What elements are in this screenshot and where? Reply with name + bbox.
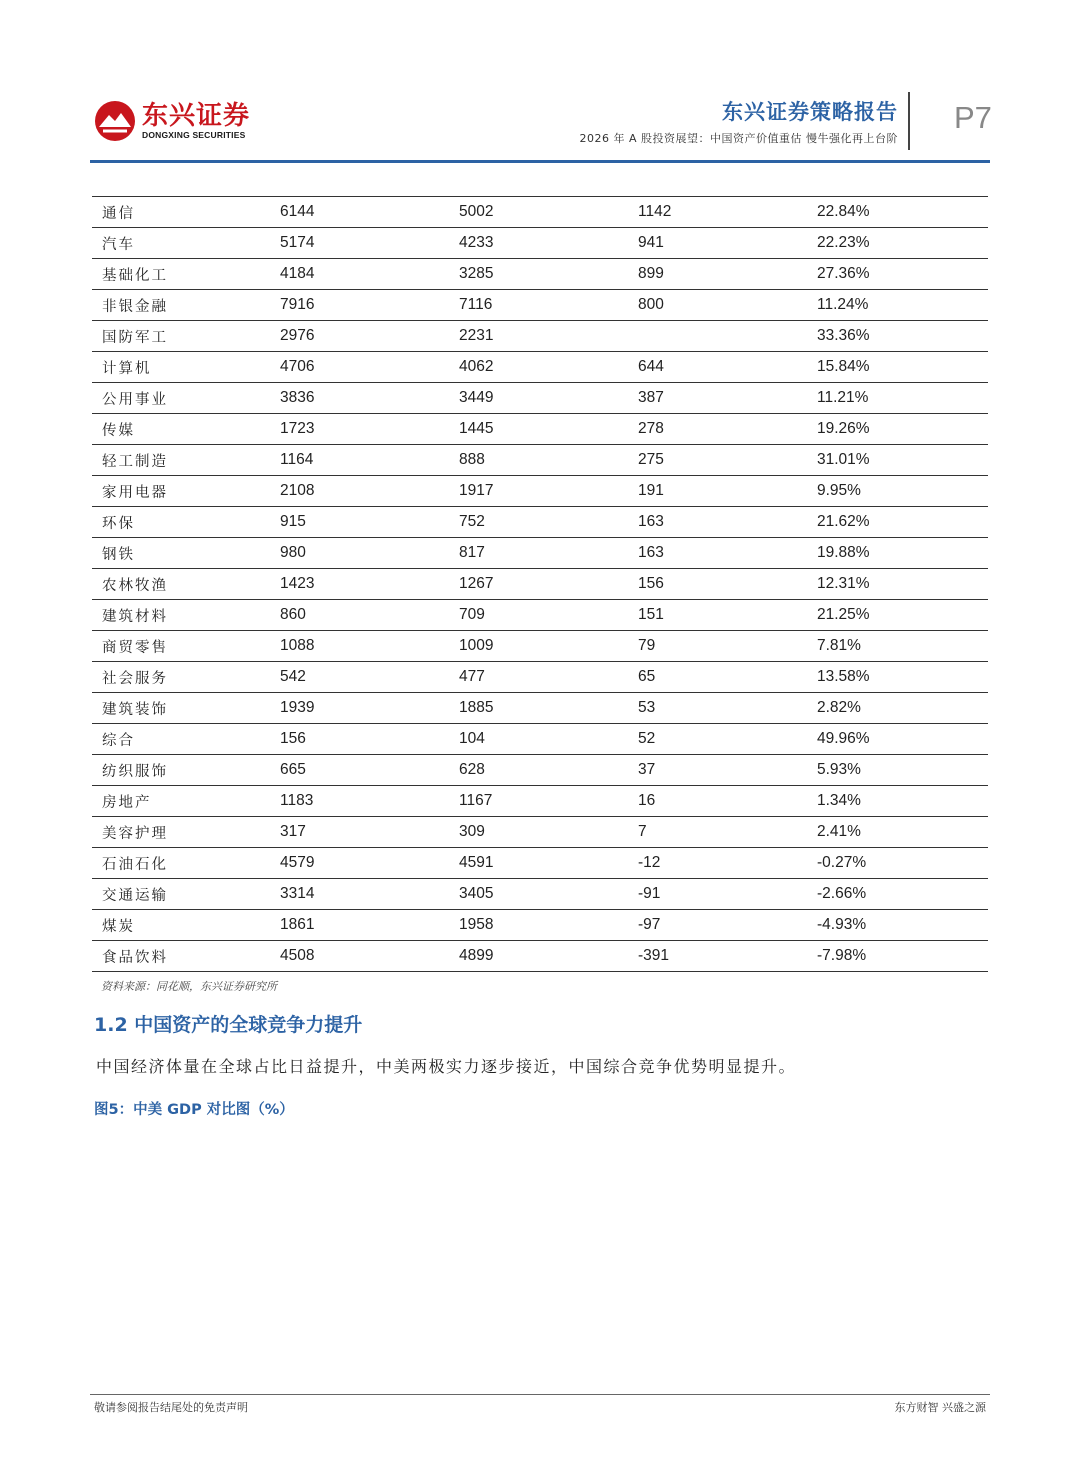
- value-cell: 21.25%: [817, 600, 988, 631]
- industry-name-cell: 农林牧渔: [92, 569, 280, 600]
- value-cell: 941: [638, 228, 817, 259]
- value-cell: 11.24%: [817, 290, 988, 321]
- footer-rule: [90, 1394, 990, 1395]
- value-cell: 1.34%: [817, 786, 988, 817]
- value-cell: 3285: [459, 259, 638, 290]
- industry-name-cell: 钢铁: [92, 538, 280, 569]
- value-cell: 7116: [459, 290, 638, 321]
- value-cell: 79: [638, 631, 817, 662]
- value-cell: 7.81%: [817, 631, 988, 662]
- value-cell: -4.93%: [817, 910, 988, 941]
- value-cell: 22.84%: [817, 197, 988, 228]
- value-cell: 2231: [459, 321, 638, 352]
- industry-name-cell: 通信: [92, 197, 280, 228]
- section-body-text: 中国经济体量在全球占比日益提升，中美两极实力逐步接近，中国综合竞争优势明显提升。: [96, 1057, 797, 1076]
- industry-name-cell: 交通运输: [92, 879, 280, 910]
- value-cell: 19.26%: [817, 414, 988, 445]
- value-cell: 800: [638, 290, 817, 321]
- value-cell: 4233: [459, 228, 638, 259]
- page-header: [0, 0, 1080, 170]
- value-cell: 387: [638, 383, 817, 414]
- value-cell: 6144: [280, 197, 459, 228]
- value-cell: 156: [280, 724, 459, 755]
- value-cell: -7.98%: [817, 941, 988, 972]
- value-cell: 1009: [459, 631, 638, 662]
- value-cell: 628: [459, 755, 638, 786]
- value-cell: 1861: [280, 910, 459, 941]
- value-cell: 1958: [459, 910, 638, 941]
- page-number: P7: [954, 100, 992, 135]
- value-cell: -0.27%: [817, 848, 988, 879]
- value-cell: 21.62%: [817, 507, 988, 538]
- value-cell: 4579: [280, 848, 459, 879]
- industry-name-cell: 纺织服饰: [92, 755, 280, 786]
- industry-name-cell: 食品饮料: [92, 941, 280, 972]
- table-row: [92, 693, 988, 724]
- value-cell: 3836: [280, 383, 459, 414]
- table-row: [92, 941, 988, 972]
- logo-chinese-name: 东兴证券: [142, 101, 251, 131]
- value-cell: 899: [638, 259, 817, 290]
- value-cell: 65: [638, 662, 817, 693]
- figure-caption: 图5：中美 GDP 对比图（%）: [94, 1102, 294, 1118]
- value-cell: 644: [638, 352, 817, 383]
- value-cell: 33.36%: [817, 321, 988, 352]
- industry-name-cell: 商贸零售: [92, 631, 280, 662]
- report-title: 东兴证券策略报告: [722, 100, 898, 124]
- value-cell: 3314: [280, 879, 459, 910]
- value-cell: 4899: [459, 941, 638, 972]
- table-source-note: 资料来源：同花顺，东兴证券研究所: [101, 980, 277, 993]
- value-cell: 7916: [280, 290, 459, 321]
- industry-name-cell: 石油石化: [92, 848, 280, 879]
- value-cell: 1445: [459, 414, 638, 445]
- value-cell: 980: [280, 538, 459, 569]
- value-cell: 2.82%: [817, 693, 988, 724]
- value-cell: -391: [638, 941, 817, 972]
- table-row: [92, 600, 988, 631]
- value-cell: 4062: [459, 352, 638, 383]
- value-cell: 7: [638, 817, 817, 848]
- value-cell: -91: [638, 879, 817, 910]
- value-cell: 1723: [280, 414, 459, 445]
- value-cell: 191: [638, 476, 817, 507]
- value-cell: 5.93%: [817, 755, 988, 786]
- footer-disclaimer: 敬请参阅报告结尾处的免责声明: [94, 1401, 248, 1414]
- value-cell: 817: [459, 538, 638, 569]
- value-cell: 752: [459, 507, 638, 538]
- table-row: [92, 662, 988, 693]
- industry-name-cell: 基础化工: [92, 259, 280, 290]
- value-cell: 2976: [280, 321, 459, 352]
- value-cell: 542: [280, 662, 459, 693]
- dongxing-logo-icon: [94, 100, 136, 142]
- industry-name-cell: 传媒: [92, 414, 280, 445]
- table-row: [92, 321, 988, 352]
- value-cell: 888: [459, 445, 638, 476]
- logo-english-name: DONGXING SECURITIES: [142, 130, 246, 140]
- value-cell: 1167: [459, 786, 638, 817]
- value-cell: 2108: [280, 476, 459, 507]
- value-cell: 4591: [459, 848, 638, 879]
- table-row: [92, 569, 988, 600]
- table-row: [92, 414, 988, 445]
- table-row: [92, 197, 988, 228]
- value-cell: 156: [638, 569, 817, 600]
- value-cell: 1088: [280, 631, 459, 662]
- value-cell: 2.41%: [817, 817, 988, 848]
- header-rule: [90, 160, 990, 163]
- value-cell: 19.88%: [817, 538, 988, 569]
- table-row: [92, 755, 988, 786]
- table-row: [92, 259, 988, 290]
- value-cell: 1164: [280, 445, 459, 476]
- value-cell: 4706: [280, 352, 459, 383]
- table-row: [92, 228, 988, 259]
- value-cell: 4184: [280, 259, 459, 290]
- value-cell: 860: [280, 600, 459, 631]
- value-cell: 104: [459, 724, 638, 755]
- value-cell: 4508: [280, 941, 459, 972]
- value-cell: -97: [638, 910, 817, 941]
- value-cell: 278: [638, 414, 817, 445]
- value-cell: 52: [638, 724, 817, 755]
- value-cell: 22.23%: [817, 228, 988, 259]
- industry-name-cell: 国防军工: [92, 321, 280, 352]
- company-logo: [94, 100, 250, 142]
- table-row: [92, 786, 988, 817]
- industry-name-cell: 社会服务: [92, 662, 280, 693]
- table-row: [92, 879, 988, 910]
- value-cell: 1885: [459, 693, 638, 724]
- industry-name-cell: 煤炭: [92, 910, 280, 941]
- value-cell: 3449: [459, 383, 638, 414]
- table-row: [92, 507, 988, 538]
- value-cell: 31.01%: [817, 445, 988, 476]
- table-row: [92, 383, 988, 414]
- footer-slogan: 东方财智 兴盛之源: [894, 1401, 986, 1414]
- industry-name-cell: 轻工制造: [92, 445, 280, 476]
- value-cell: 665: [280, 755, 459, 786]
- value-cell: 709: [459, 600, 638, 631]
- report-subtitle: 2026 年 A 股投资展望：中国资产价值重估 慢牛强化再上台阶: [579, 132, 898, 145]
- industry-name-cell: 建筑材料: [92, 600, 280, 631]
- value-cell: 16: [638, 786, 817, 817]
- table-row: [92, 352, 988, 383]
- industry-name-cell: 建筑装饰: [92, 693, 280, 724]
- value-cell: 49.96%: [817, 724, 988, 755]
- industry-data-table: [92, 196, 988, 972]
- value-cell: 1939: [280, 693, 459, 724]
- industry-name-cell: 房地产: [92, 786, 280, 817]
- industry-name-cell: 计算机: [92, 352, 280, 383]
- value-cell: 275: [638, 445, 817, 476]
- value-cell: 11.21%: [817, 383, 988, 414]
- table-row: [92, 290, 988, 321]
- value-cell: -2.66%: [817, 879, 988, 910]
- value-cell: 37: [638, 755, 817, 786]
- value-cell: 13.58%: [817, 662, 988, 693]
- industry-name-cell: 家用电器: [92, 476, 280, 507]
- value-cell: 1267: [459, 569, 638, 600]
- table-row: [92, 631, 988, 662]
- value-cell: 1183: [280, 786, 459, 817]
- value-cell: 1423: [280, 569, 459, 600]
- value-cell: 9.95%: [817, 476, 988, 507]
- industry-name-cell: 公用事业: [92, 383, 280, 414]
- industry-name-cell: 汽车: [92, 228, 280, 259]
- value-cell: 915: [280, 507, 459, 538]
- table-row: [92, 724, 988, 755]
- header-divider: [908, 92, 910, 150]
- value-cell: 1142: [638, 197, 817, 228]
- table-row: [92, 910, 988, 941]
- table-row: [92, 817, 988, 848]
- value-cell: 27.36%: [817, 259, 988, 290]
- value-cell: -12: [638, 848, 817, 879]
- industry-name-cell: 综合: [92, 724, 280, 755]
- value-cell: 53: [638, 693, 817, 724]
- industry-name-cell: 非银金融: [92, 290, 280, 321]
- value-cell: 477: [459, 662, 638, 693]
- table-row: [92, 848, 988, 879]
- value-cell: 3405: [459, 879, 638, 910]
- value-cell: 12.31%: [817, 569, 988, 600]
- industry-name-cell: 环保: [92, 507, 280, 538]
- value-cell: 163: [638, 538, 817, 569]
- value-cell: 1917: [459, 476, 638, 507]
- value-cell: 317: [280, 817, 459, 848]
- value-cell: 309: [459, 817, 638, 848]
- section-title: 1.2 中国资产的全球竞争力提升: [94, 1014, 363, 1036]
- value-cell: 151: [638, 600, 817, 631]
- table-body: [92, 197, 988, 972]
- table-row: [92, 476, 988, 507]
- value-cell: [638, 321, 817, 352]
- table-row: [92, 538, 988, 569]
- industry-name-cell: 美容护理: [92, 817, 280, 848]
- value-cell: 15.84%: [817, 352, 988, 383]
- value-cell: 5002: [459, 197, 638, 228]
- value-cell: 5174: [280, 228, 459, 259]
- table-row: [92, 445, 988, 476]
- value-cell: 163: [638, 507, 817, 538]
